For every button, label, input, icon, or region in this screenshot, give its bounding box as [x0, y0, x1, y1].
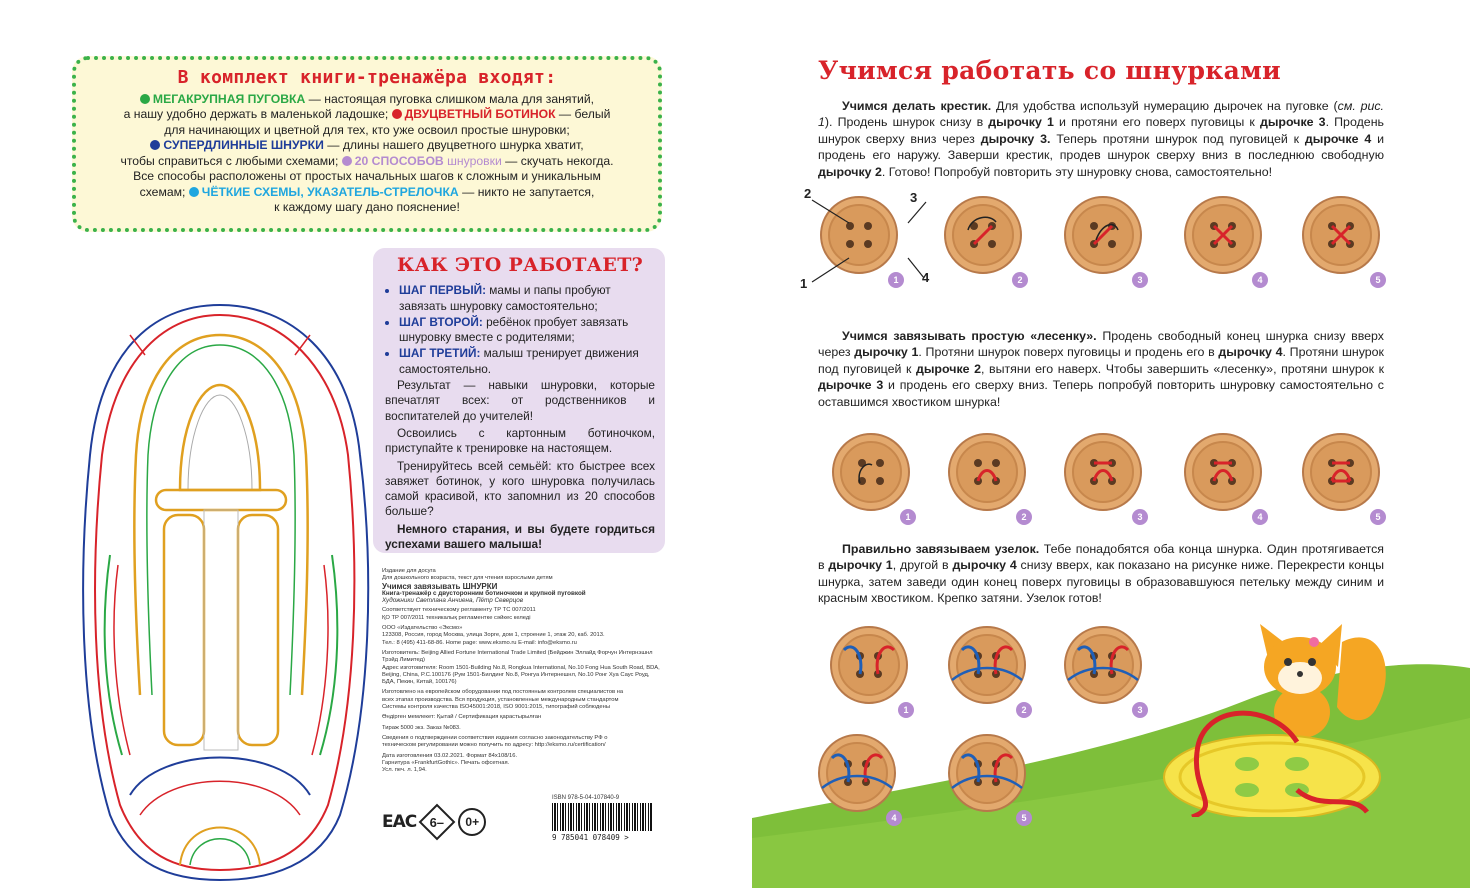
step-number-badge: 1: [898, 702, 914, 718]
hole-number-label: 1: [800, 276, 808, 291]
step-number-badge: 3: [1132, 509, 1148, 525]
step-item: • ШАГ ТРЕТИЙ: малыш тренирует движения самостоятельно.: [399, 346, 655, 377]
certification-marks: [382, 808, 486, 836]
step-item: • ШАГ ПЕРВЫЙ: мамы и папы пробуют завязать шнуровку самостоятельно;: [399, 283, 655, 314]
hole-pointer-lines: [792, 180, 992, 300]
button-diagram: [1296, 190, 1386, 280]
age-6-mark: 6–: [419, 804, 456, 841]
hole-number-label: 4: [922, 270, 930, 285]
steps-list: [385, 283, 655, 377]
hole-number-label: 2: [804, 186, 812, 201]
kit-contents-box: [72, 56, 662, 232]
right-page: [752, 0, 1470, 888]
ladder-instructions: Учимся завязывать простую «лесенку». Продень свободный конец шнурка снизу вверх через дырочку 1. Протяни шнурок поверх пуговицы и продень его в дырочку 4. Протяни шнурок под пуговицей к дырочке 2, вытяни его наверх. Чтобы завершить «лесенку», протяни шнурок к дырочке 3 и продень его сверху вниз. Теперь попробуй повторить шнуровку самостоятельно с оставшимся хвостиком шнурка!: [818, 329, 1385, 409]
step-number-badge: 2: [1016, 702, 1032, 718]
book-gutter: [735, 0, 752, 888]
button-diagram: [1058, 620, 1148, 710]
button-diagram: [1178, 427, 1268, 517]
button-diagram: [942, 728, 1032, 818]
barcode-bars: [552, 803, 652, 831]
button-diagram: [1058, 190, 1148, 280]
blue-bullet-icon: [150, 140, 160, 150]
kit-text: МЕГАКРУПНАЯ ПУГОВКА — настоящая пуговка слишком мала для занятий, а нашу удобно держать в маленькой ладошке; ДВУЦВЕТНЫЙ БОТИНОК — белый для начинающих и цветной для тех, кто уже освоил простые шнуровки; СУПЕРДЛИННЫЕ ШНУРКИ — длины нашего двуцветного шнурка хватит, чтобы справиться с любыми схемами; 20 СПОСОБОВ шнуровки — скучать некогда. Все способы расположены от простых начальных шагов к сложным и уникальным схемам; ЧЁТКИЕ СХЕМЫ, УКАЗАТЕЛЬ-СТРЕЛОЧКА — никто не запутается, к каждому шагу дано пояснение!: [120, 91, 614, 214]
step-number-badge: 2: [1016, 509, 1032, 525]
kit-title: В комплект книги-тренажёра входят:: [177, 67, 557, 88]
step-number-badge: 5: [1016, 810, 1032, 826]
button-diagram: [812, 728, 902, 818]
step-number-badge: 5: [1370, 509, 1386, 525]
how-title: КАК ЭТО РАБОТАЕТ?: [397, 254, 644, 276]
hole-number-label: 3: [910, 190, 918, 205]
imprint-title: Учимся завязывать ШНУРКИ: [382, 581, 498, 591]
family-paragraph: Тренируйтесь всей семьёй: кто быстрее всех завяжет ботинок, у кого шнуровка получилась самой красивой, кто запомнил из 20 способов больше?: [385, 458, 655, 519]
button-diagram: [1058, 427, 1148, 517]
step-number-badge: 1: [900, 509, 916, 525]
button-diagram: [1178, 190, 1268, 280]
cross-instructions: Учимся делать крестик. Для удобства используй нумерацию дырочек на пуговке (см. рис. 1). Продень шнурок снизу в дырочку 1 и протяни его поверх пуговицы к дырочке 3. Продень шнурок сверху вниз через дырочку 3. Теперь протяни шнурок под пуговицей к дырочке 4 и продень его наружу. Заверши крестик, продев шнурок сверху вниз в последнюю свободную дырочку 2. Готово! Попробуй повторить эту шнуровку снова, самостоятельно!: [818, 99, 1384, 179]
page-title: Учимся работать со шнурками: [818, 56, 1281, 85]
eac-mark: EAC: [382, 812, 417, 832]
age-0-mark: 0+: [458, 808, 486, 836]
step-number-badge: 4: [1252, 509, 1268, 525]
step-number-badge: 4: [1252, 272, 1268, 288]
imprint: Издание для досуга Для дошкольного возраста, текст для чтения взрослыми детям Учимся завязывать ШНУРКИ Книга-тренажёр с двусторонним ботиночком и крупной пуговкой Художники Светлана Анчиена, Пётр Северцов Соответствует техническому регламенту ТР ТС 007/2011 ҚО ТР 007/2011 техникалық регламентке сәйкес келеді ООО «Издательство «Эксмо» 123308, Россия, город Москва, улица Зорге, дом 1, строение 1, этаж 20, каб. 2013. Тел.: 8 (495) 411-68-86. Home page: www.eksmo.ru E-mail: info@eksmo.ru Изготовитель: Beijing Allied Fortune International Trade Limited (Бейджин Эллайд Форчун Интернэшнл Трэйд Лимитед) Адрес изготовителя: Room 1501-Building No.8, Rongkua International, No.10 Fong Hua South Road, BDA, Beijing, China, P.C.100176 (Рум 1501-Билдинг No.8, Ронгуа Интернешнл, No.10 Ронг Хуа Саус Роуд, БДА, Пекин, Китай, 100176) Изготовлено на европейском оборудовании под постоянным контролем специалистов на всех этапах производства. Вся продукция, установленные международным стандартом Системы контроля качества ISO45001:2018, ISO 9001:2015, типографий соблюдены Өндірген мемлекет: Қытай / Сертификация қарастырылған Тираж 5000 экз. Заказ №083. Сведения о подтверждении соответствия издания согласно законодательству РФ о техническом регулировании можно получить по адресу: http://eksmo.ru/certification/ Дата изготовления 03.02.2021. Формат 84х108/16. Гарнитура «FrankfurtGothic». Печать офсетная. Усл. печ. л. 1,94.: [382, 568, 662, 774]
step-number-badge: 1: [888, 272, 904, 288]
button-diagram: [1296, 427, 1386, 517]
how-it-works-box: [373, 248, 665, 553]
button-diagram: [824, 620, 914, 710]
green-bullet-icon: [140, 94, 150, 104]
step-number-badge: 4: [886, 810, 902, 826]
button-diagram: [942, 427, 1032, 517]
closing-paragraph: Немного старания, и вы будете гордиться успехами вашего малыша!: [385, 521, 655, 552]
step-number-badge: 3: [1132, 272, 1148, 288]
violet-bullet-icon: [342, 156, 352, 166]
result-paragraph: Результат — навыки шнуровки, которые впечатлят всех: от родственников и воспитателей до учителей!: [385, 378, 655, 423]
button-diagram: [826, 427, 916, 517]
step-number-badge: 3: [1132, 702, 1148, 718]
fox-and-button-illustration: [1152, 612, 1402, 817]
red-bullet-icon: [392, 109, 402, 119]
knot-instructions: Правильно завязываем узелок. Тебе понадобятся оба конца шнурка. Один протягивается в дырочку 1, другой в дырочку 4 снизу вверх, как показано на рисунке ниже. Перекрести концы шнурка, затем заведи один конец поверх пуговицы в образовавшуюся петельку между синим и красным хвостиком. Крепко затяни. Узелок готов!: [818, 542, 1385, 606]
cyan-bullet-icon: [189, 187, 199, 197]
button-diagram: [942, 620, 1032, 710]
step-number-badge: 5: [1370, 272, 1386, 288]
practice-paragraph: Освоились с картонным ботиночком, приступайте к тренировке на настоящем.: [385, 425, 655, 456]
step-item: • ШАГ ВТОРОЙ: ребёнок пробует завязать шнуровку вместе с родителями;: [399, 315, 655, 346]
shoe-illustration: [70, 295, 380, 885]
step-number-badge: 2: [1012, 272, 1028, 288]
barcode: ISBN 978-5-04-107840-9 9 785041 078409 >: [552, 795, 672, 845]
